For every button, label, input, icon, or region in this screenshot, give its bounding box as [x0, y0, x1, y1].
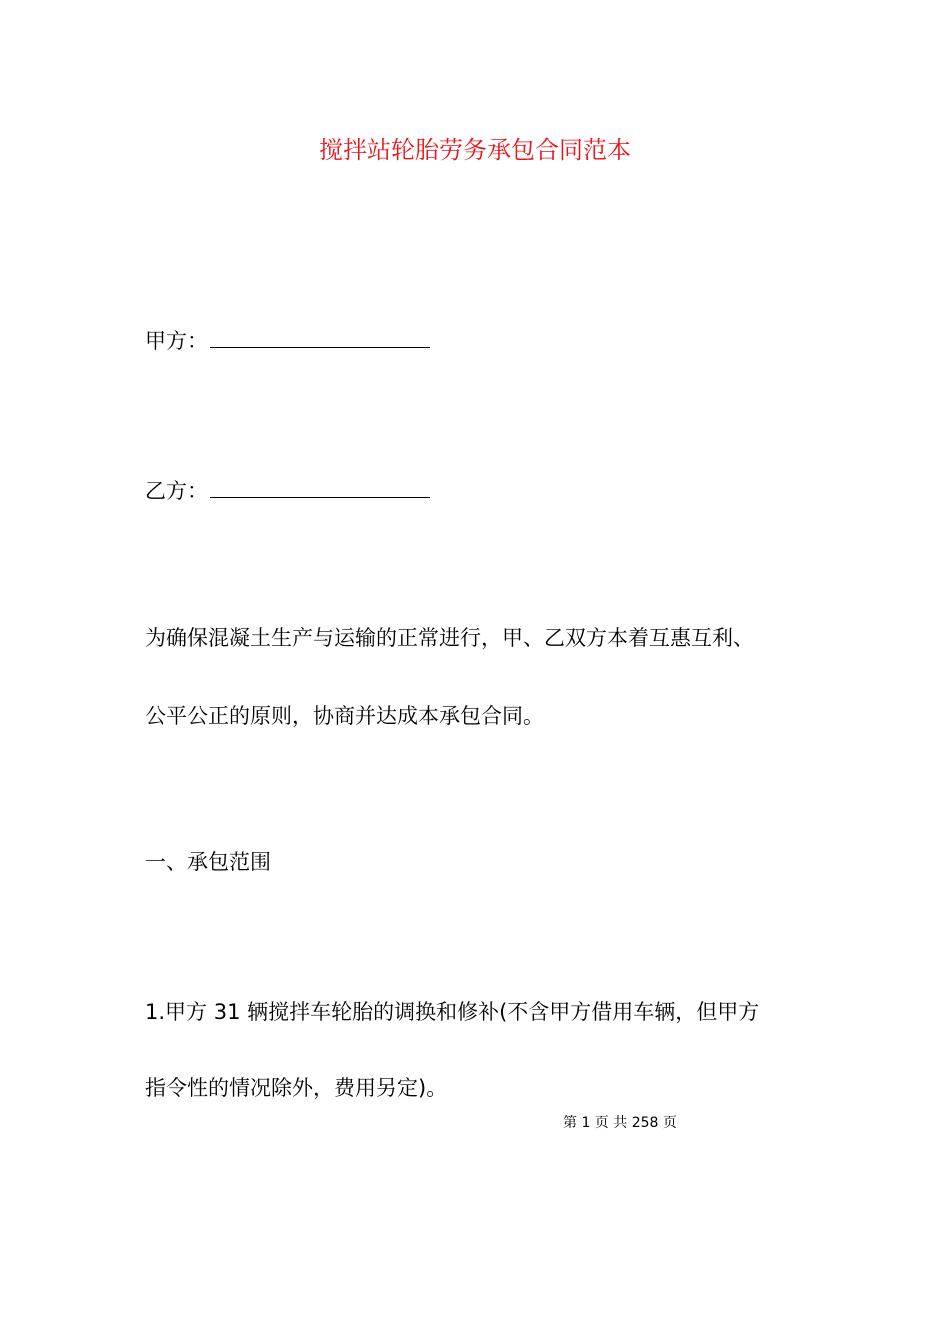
- party-a-row: [145, 325, 430, 356]
- intro-paragraph-line-1: 为确保混凝土生产与运输的正常进行，甲、乙双方本着互惠互利、: [145, 626, 754, 650]
- party-a-blank-line: [210, 325, 430, 348]
- party-a-label: 甲方：: [145, 329, 208, 353]
- intro-paragraph-line-2: 公平公正的原则，协商并达成本承包合同。: [145, 704, 544, 728]
- document-title: 搅拌站轮胎劳务承包合同范本: [319, 136, 631, 164]
- section-heading: 一、承包范围: [145, 850, 271, 874]
- page-indicator: 第 1 页 共 258 页: [563, 1115, 677, 1131]
- item-1-line-2: 指令性的情况除外，费用另定)。: [145, 1076, 448, 1100]
- party-b-row: [145, 475, 430, 506]
- party-b-label: 乙方：: [145, 479, 208, 503]
- item-1-line-1: 1.甲方 31 辆搅拌车轮胎的调换和修补(不含甲方借用车辆，但甲方: [145, 1000, 760, 1024]
- party-b-blank-line: [210, 475, 430, 498]
